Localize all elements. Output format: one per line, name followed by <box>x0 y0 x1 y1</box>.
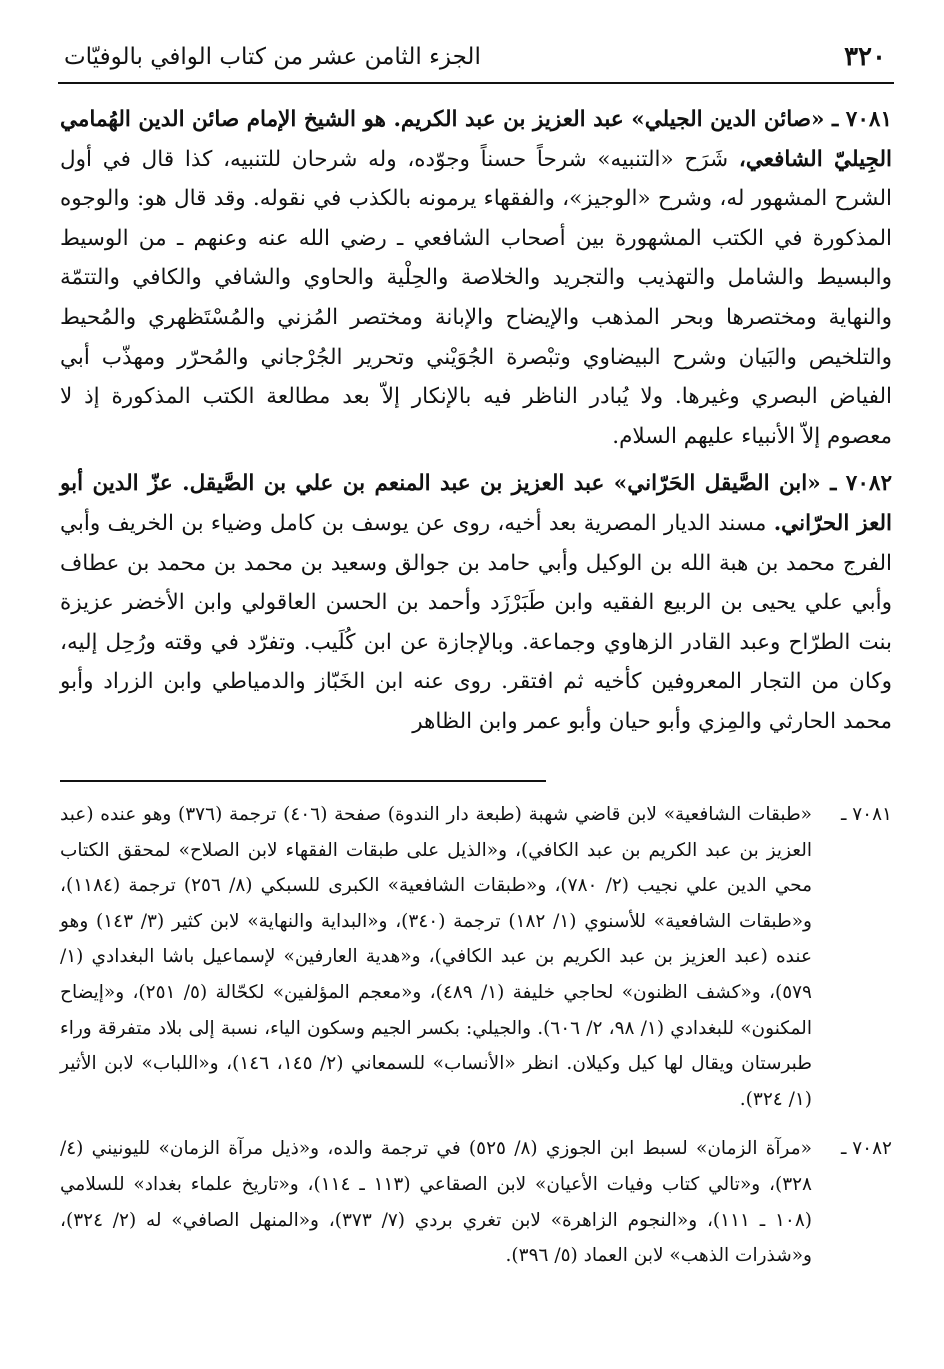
footnote-text: «طبقات الشافعية» لابن قاضي شهبة (طبعة دار الندوة) صفحة (٤٠٦) ترجمة (٣٧٦) وهو عنده (عبد العزيز بن عبد الكريم بن عبد الكافي)، و«الذيل على طبقات الفقهاء لابن الصلاح» لمحقق الكتاب محي الدين علي نجيب (٢/ ٧٨٠)، و«طبقات الشافعية» الكبرى للسبكي (٨/ ٢٥٦) ترجمة (١١٨٤)، و«طبقات الشافعية» للأسنوي (١/ ١٨٢) ترجمة (٣٤٠)، و«البداية والنهاية» لابن كثير (٣/ ١٤٣) وهو عنده (عبد العزيز بن عبد الكريم بن عبد الكافي)، و«هدية العارفين» لإسماعيل باشا البغدادي (١/ ٥٧٩)، و«كشف الظنون» لحاجي خليفة (١/ ٤٨٩)، و«معجم المؤلفين» لكحّالة (٥/ ٢٥١)، و«إيضاح المكنون» للبغدادي (١/ ٩٨، ٢/ ٦٠٦). والجيلي: بكسر الجيم وسكون الياء، نسبة إلى بلاد متفرقة وراء طبرستان ويقال لها كيل وكيلان. انظر «الأنساب» للسمعاني (٢/ ١٤٥، ١٤٦)، و«اللباب» لابن الأثير (١/ ٣٢٤). <box>60 804 813 1110</box>
entry-text: مسند الديار المصرية بعد أخيه، روى عن يوسف بن كامل وضياء بن الخريف وأبي الفرج محمد بن هبة الله بن الوكيل وأبي حامد بن جوالق وسعيد بن محمد بن محمد بن عطاف وأبي علي يحيى بن الربيع الفقيه وابن طَبَرْزَد وأحمد بن الحسن العاقولي وابن الأخضر عزيزة بنت الطرّاح وعبد القادر الزهاوي وجماعة. وبالإجازة عن ابن كُلَيب. وتفرّد في وقته ورُحِل إليه، وكان من التجار المعروفين كأخيه ثم افتقر. روى عنه ابن الخَبّاز والدمياطي وابن الزراد وأبو محمد الحارثي والمِزي وأبو حيان وأبو عمر وابن الظاهر <box>60 510 892 734</box>
entry-heading: ٧٠٨٢ ـ «ابن الصَّيقل الحَرّاني» عبد العزيز بن عبد المنعم بن علي بن الصَّيقل. عزّ الدين أبو العز الحرّاني. <box>60 471 892 536</box>
page-header <box>58 38 894 84</box>
main-text <box>60 100 892 750</box>
running-title: الجزء الثامن عشر من كتاب الوافي بالوفيّات <box>64 44 481 70</box>
footnote-number: ٧٠٨١ ـ <box>840 804 892 825</box>
page-number: ٣٢٠ <box>844 42 886 72</box>
footnote-7081 <box>60 797 892 1117</box>
biography-entry-7081 <box>60 100 892 456</box>
footnote-separator <box>60 780 546 782</box>
entry-heading: ٧٠٨١ ـ «صائن الدين الجيلي» عبد العزيز بن عبد الكريم. هو الشيخ الإمام صائن الدين الهُمامي الجِيليّ الشافعي، <box>60 107 892 172</box>
entry-text: شَرَح «التنبيه» شرحاً حسناً وجوّده، وله شرحان للتنبيه، كذا قال في أول الشرح المشهور له، وشرح «الوجيز»، والفقهاء يرمونه بالكذب في نقوله. وقد قال هو: والوجوه المذكورة في الكتب المشهورة بين أصحاب الشافعي ـ رضي الله عنه وعنهم ـ من الوسيط والبسيط والشامل والتهذيب والتجريد والخلاصة والحِلْية والحاوي والشافي والكافي والتتمّة والنهاية ومختصرها وبحر المذهب والإيضاح والإبانة ومختصر المُزني والمُسْتَظهري والمُحيط والتلخيص والبَيان وشرح البيضاوي وتبْصرة الجُوَيْني وتحرير الجُرْجاني والمُحرّر ومهذّب أبي الفياض البصري وغيرها. ولا يُبادر الناظر فيه بالإنكار إلاّ بعد مطالعة الكتب المذكورة إذ لا معصوم إلاّ الأنبياء عليهم السلام. <box>60 146 892 449</box>
footnote-text: «مرآة الزمان» لسبط ابن الجوزي (٨/ ٥٢٥) في ترجمة والده، و«ذيل مرآة الزمان» لليونيني (٤/ ٣٢٨)، و«تالي كتاب وفيات الأعيان» لابن الصقاعي (١١٣ ـ ١١٤)، و«تاريخ علماء بغداد» للسلامي (١٠٨ ـ ١١١)، و«النجوم الزاهرة» لابن تغري بردي (٧/ ٣٧٣)، و«المنهل الصافي» له (٢/ ٣٢٤)، و«شذرات الذهب» لابن العماد (٥/ ٣٩٦). <box>60 1138 812 1267</box>
footnotes <box>60 797 892 1288</box>
footnote-7082 <box>60 1131 892 1273</box>
biography-entry-7082 <box>60 464 892 741</box>
footnote-number: ٧٠٨٢ ـ <box>840 1138 892 1160</box>
